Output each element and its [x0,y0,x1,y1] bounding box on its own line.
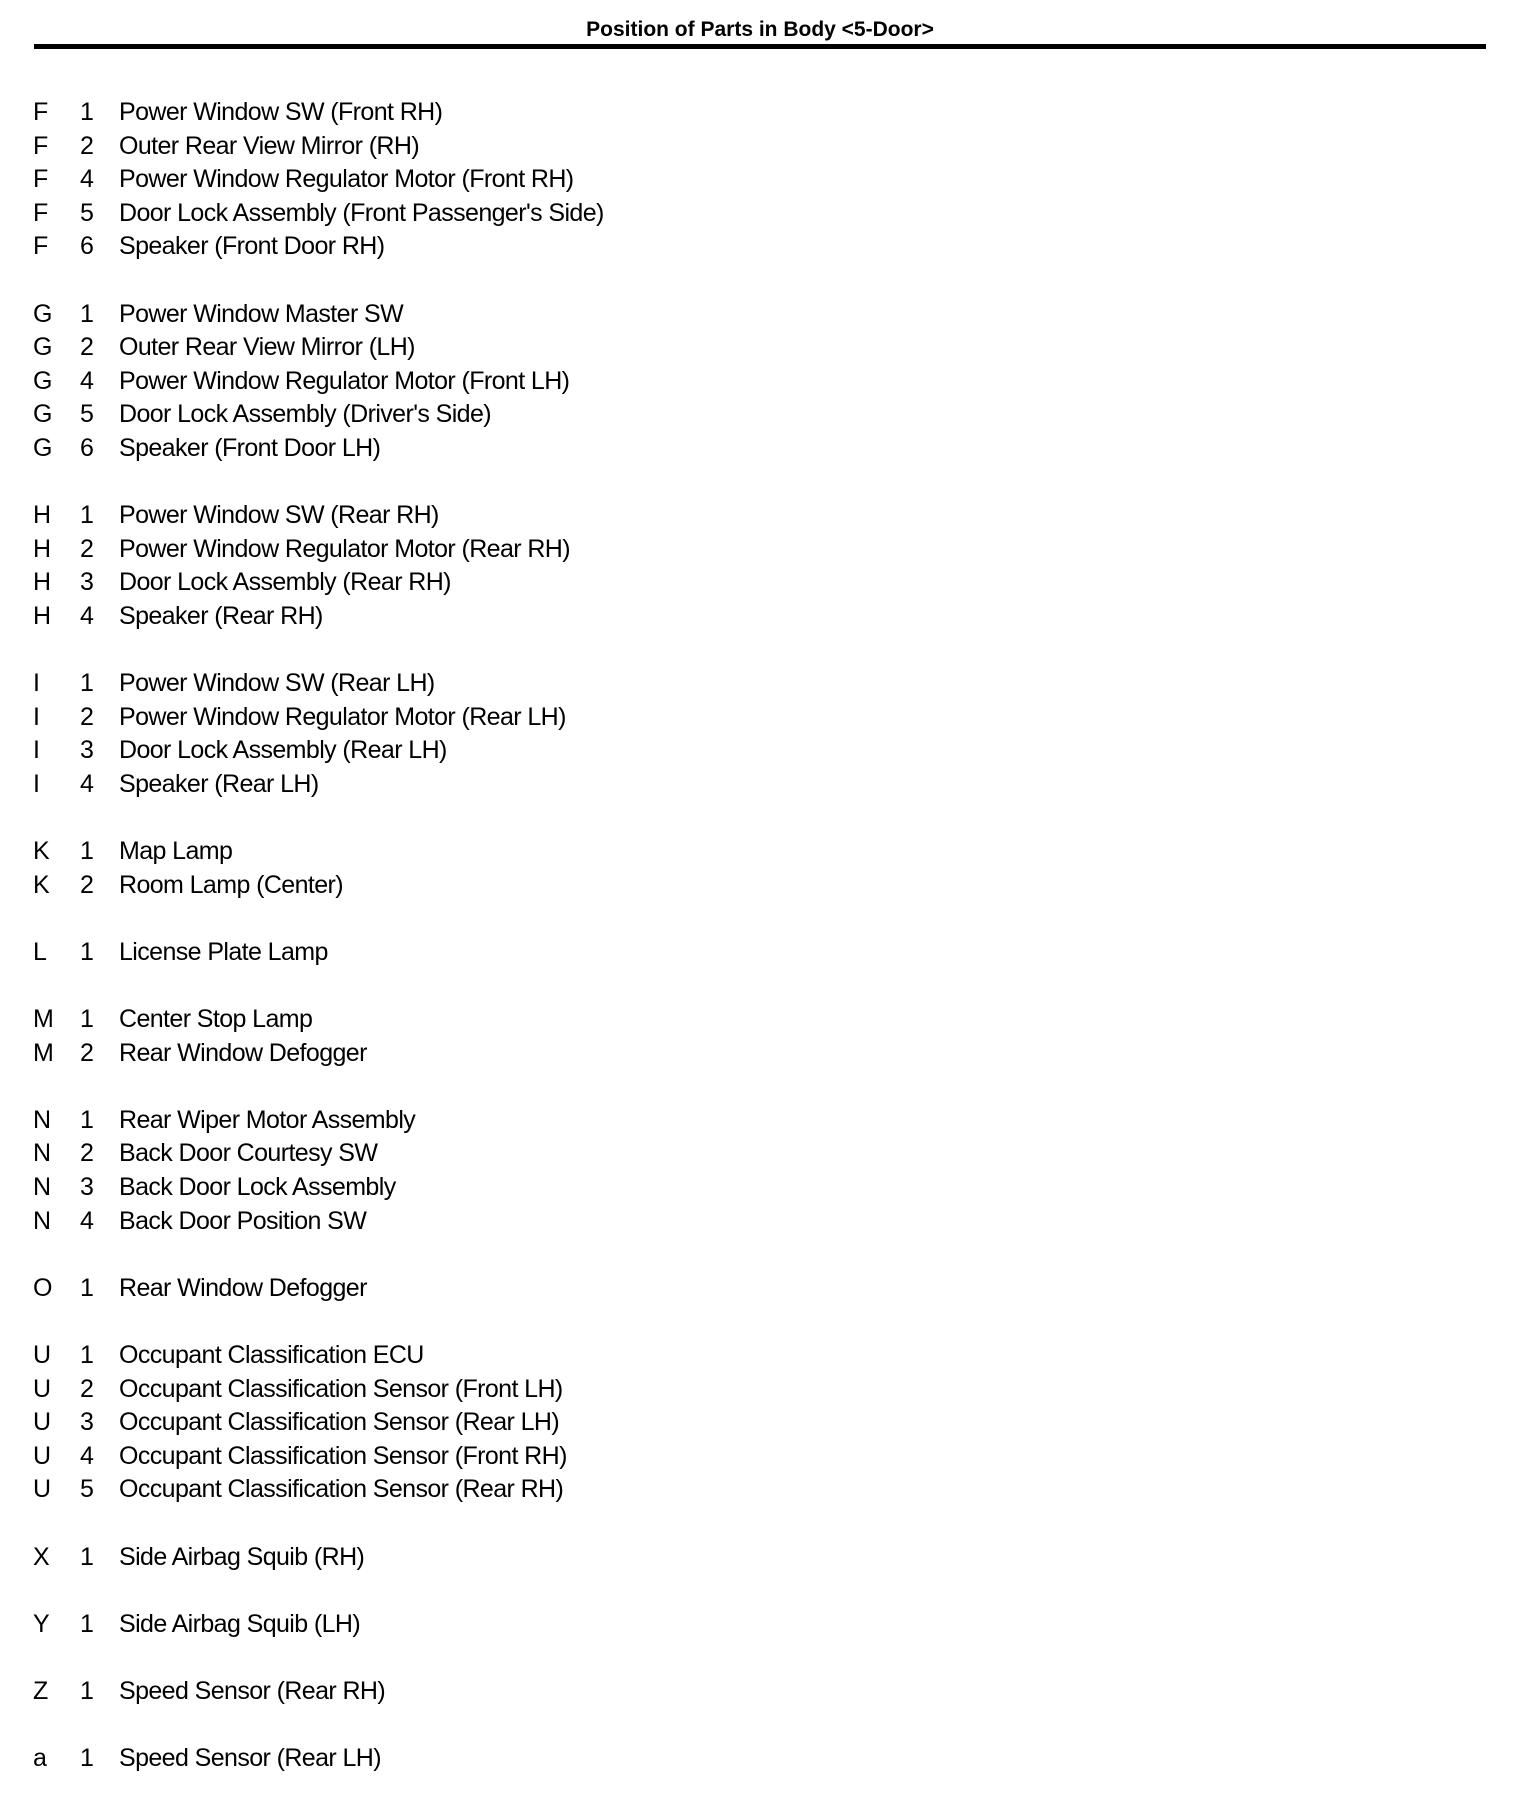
connector-number: 3 [80,1408,94,1437]
part-group [0,835,1000,902]
part-group [0,667,1000,801]
part-row [0,566,1000,600]
part-row [0,230,1000,264]
part-row [0,1608,1000,1642]
part-name: Power Window Master SW [119,299,404,328]
part-name: Door Lock Assembly (Front Passenger's Side) [119,198,604,227]
connector-letter: N [33,1105,52,1134]
part-row [0,533,1000,567]
part-name: Speaker (Front Door RH) [119,232,385,261]
part-group [0,1541,1000,1575]
connector-number: 5 [80,400,94,429]
part-name: Power Window Regulator Motor (Front RH) [119,165,574,194]
part-row [0,701,1000,735]
part-group [0,1272,1000,1306]
part-name: Map Lamp [119,837,233,866]
part-name: Speed Sensor (Rear RH) [119,1676,386,1705]
connector-number: 1 [80,299,94,328]
connector-letter: N [33,1139,52,1168]
part-name: Back Door Courtesy SW [119,1139,378,1168]
connector-letter: F [33,131,49,160]
part-group [0,1339,1000,1507]
part-group [0,1003,1000,1070]
connector-number: 1 [80,1005,94,1034]
connector-number: 6 [80,232,94,261]
connector-letter: Y [33,1609,50,1638]
parts-list [0,96,1000,1809]
part-row [0,1272,1000,1306]
connector-letter: F [33,165,49,194]
connector-letter: G [33,299,53,328]
connector-letter: H [33,534,52,563]
connector-letter: K [33,837,50,866]
connector-number: 1 [80,1273,94,1302]
connector-number: 1 [80,1744,94,1773]
part-row [0,499,1000,533]
connector-number: 2 [80,1374,94,1403]
part-row [0,1137,1000,1171]
connector-letter: F [33,232,49,261]
part-row [0,734,1000,768]
connector-number: 4 [80,769,94,798]
connector-number: 5 [80,198,94,227]
part-row [0,197,1000,231]
part-name: Occupant Classification Sensor (Rear LH) [119,1408,560,1437]
connector-letter: Z [33,1676,49,1705]
part-group [0,1608,1000,1642]
connector-number: 2 [80,870,94,899]
connector-letter: F [33,98,49,126]
connector-number: 1 [80,1542,94,1571]
connector-letter: a [33,1744,47,1773]
part-name: Door Lock Assembly (Rear RH) [119,568,451,597]
part-name: Center Stop Lamp [119,1005,313,1034]
part-row [0,1675,1000,1709]
part-row [0,365,1000,399]
part-name: Rear Window Defogger [119,1273,367,1302]
part-name: Occupant Classification Sensor (Rear RH) [119,1475,564,1504]
connector-number: 1 [80,937,94,966]
connector-number: 3 [80,1173,94,1201]
part-name: Outer Rear View Mirror (RH) [119,131,420,160]
part-name: Rear Window Defogger [119,1038,367,1067]
part-name: Room Lamp (Center) [119,870,344,899]
connector-letter: I [33,736,40,765]
connector-number: 6 [80,433,94,462]
connector-letter: G [33,433,53,462]
connector-number: 1 [80,1609,94,1638]
part-row [0,667,1000,701]
connector-number: 5 [80,1475,94,1504]
connector-letter: F [33,198,49,227]
connector-letter: N [33,1173,52,1201]
part-name: Outer Rear View Mirror (LH) [119,333,415,362]
connector-letter: K [33,870,50,899]
part-name: Speaker (Rear RH) [119,601,323,630]
connector-number: 1 [80,837,94,866]
part-name: Rear Wiper Motor Assembly [119,1105,416,1134]
connector-letter: M [33,1005,54,1034]
part-row [0,1373,1000,1407]
connector-number: 4 [80,1441,94,1470]
part-row [0,1473,1000,1507]
connector-letter: M [33,1038,54,1067]
connector-number: 1 [80,98,94,126]
part-name: Speaker (Front Door LH) [119,433,381,462]
part-group [0,936,1000,970]
part-name: Power Window Regulator Motor (Rear LH) [119,702,566,731]
connector-number: 2 [80,534,94,563]
part-row [0,1406,1000,1440]
part-row [0,96,1000,130]
part-name: Door Lock Assembly (Rear LH) [119,736,447,765]
connector-letter: G [33,333,53,362]
part-name: Speed Sensor (Rear LH) [119,1744,381,1773]
connector-letter: G [33,366,53,395]
connector-number: 3 [80,568,94,597]
part-row [0,936,1000,970]
part-row [0,298,1000,332]
part-row [0,600,1000,634]
connector-letter: U [33,1441,52,1470]
connector-letter: U [33,1408,52,1437]
part-name: Power Window SW (Rear LH) [119,669,435,698]
part-row [0,1205,1000,1239]
connector-letter: H [33,568,52,597]
part-row [0,163,1000,197]
connector-letter: U [33,1374,52,1403]
part-name: Power Window Regulator Motor (Rear RH) [119,534,570,563]
connector-number: 4 [80,1206,94,1235]
part-row [0,1742,1000,1776]
connector-letter: I [33,669,40,698]
part-row [0,1440,1000,1474]
part-row [0,835,1000,869]
connector-number: 3 [80,736,94,765]
connector-letter: L [33,937,47,966]
part-name: Occupant Classification Sensor (Front LH) [119,1374,563,1403]
connector-letter: G [33,400,53,429]
connector-letter: U [33,1475,52,1504]
part-row [0,1541,1000,1575]
part-name: Occupant Classification ECU [119,1340,424,1369]
part-name: Side Airbag Squib (RH) [119,1542,365,1571]
part-row [0,1037,1000,1071]
part-group [0,298,1000,466]
part-group [0,96,1000,264]
connector-letter: O [33,1273,53,1302]
connector-letter: I [33,769,40,798]
part-name: Power Window SW (Front RH) [119,98,443,126]
part-name: Back Door Lock Assembly [119,1173,396,1201]
page-title: Position of Parts in Body <5-Door> [586,18,934,41]
title-rule [34,44,1486,49]
connector-number: 4 [80,601,94,630]
part-group [0,1742,1000,1776]
part-row [0,398,1000,432]
part-row [0,869,1000,903]
part-name: Power Window Regulator Motor (Front LH) [119,366,570,395]
connector-letter: I [33,702,40,731]
part-name: Occupant Classification Sensor (Front RH) [119,1441,567,1470]
part-name: Door Lock Assembly (Driver's Side) [119,400,491,429]
part-row [0,432,1000,466]
part-row [0,1171,1000,1205]
part-row [0,331,1000,365]
connector-number: 2 [80,1038,94,1067]
part-row [0,1339,1000,1373]
part-name: Side Airbag Squib (LH) [119,1609,361,1638]
part-name: Power Window SW (Rear RH) [119,501,439,530]
connector-number: 4 [80,165,94,194]
part-name: License Plate Lamp [119,937,328,966]
part-group [0,499,1000,633]
part-name: Back Door Position SW [119,1206,367,1235]
connector-number: 2 [80,1139,94,1168]
part-row [0,1003,1000,1037]
part-row [0,1104,1000,1138]
connector-letter: U [33,1340,52,1369]
connector-number: 1 [80,501,94,530]
connector-number: 1 [80,1676,94,1705]
connector-number: 1 [80,669,94,698]
connector-letter: X [33,1542,50,1571]
connector-letter: H [33,501,52,530]
connector-letter: H [33,601,52,630]
connector-letter: N [33,1206,52,1235]
connector-number: 4 [80,366,94,395]
part-group [0,1675,1000,1709]
part-row [0,768,1000,802]
part-group [0,1104,1000,1238]
connector-number: 1 [80,1105,94,1134]
connector-number: 2 [80,702,94,731]
connector-number: 2 [80,333,94,362]
part-name: Speaker (Rear LH) [119,769,319,798]
part-row [0,130,1000,164]
connector-number: 1 [80,1340,94,1369]
connector-number: 2 [80,131,94,160]
